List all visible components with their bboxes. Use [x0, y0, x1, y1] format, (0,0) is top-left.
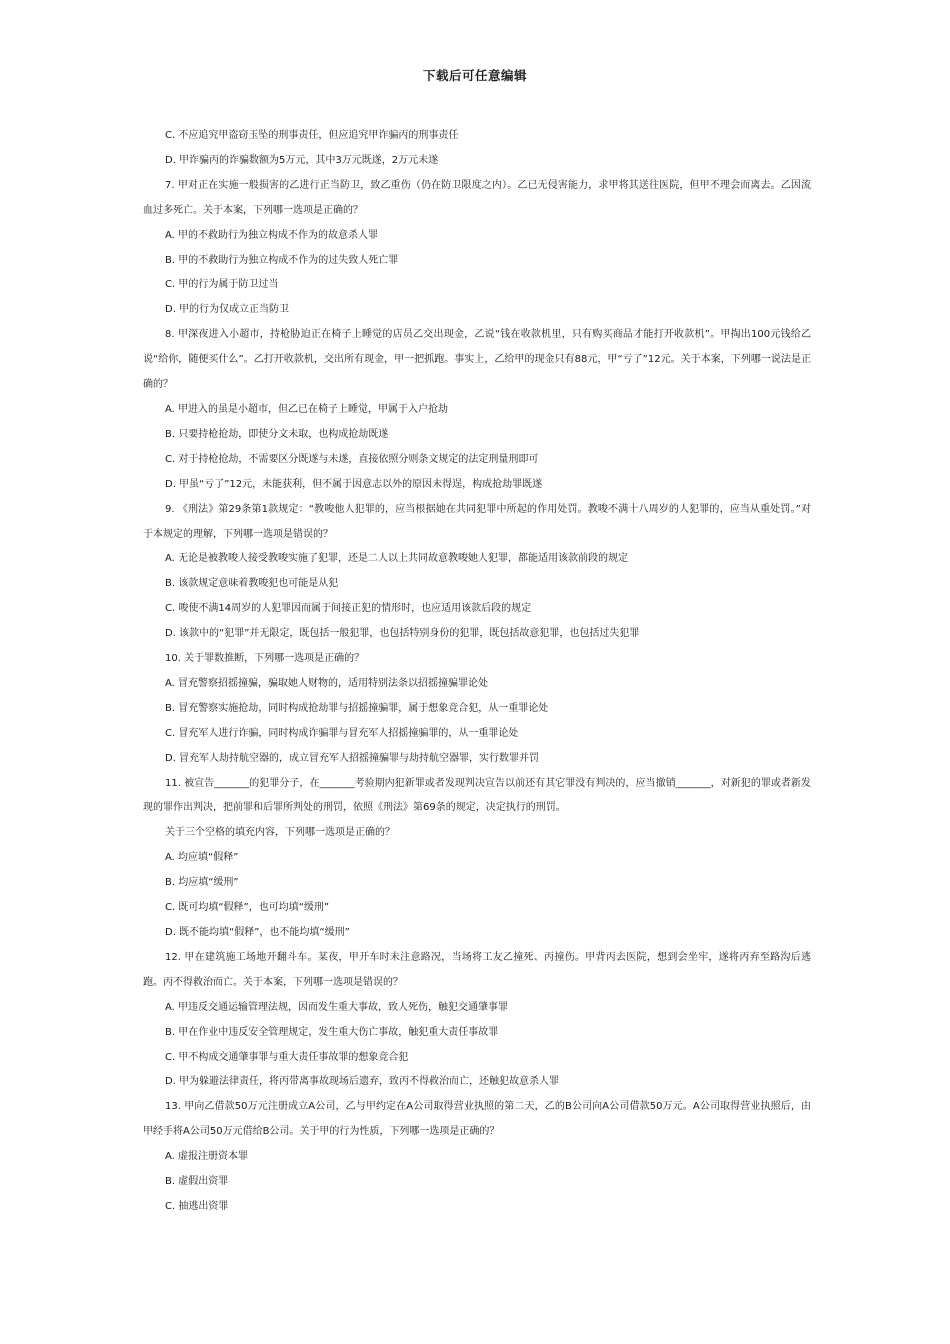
paragraph: 7. 甲对正在实施一般损害的乙进行正当防卫，致乙重伤（仍在防卫限度之内）。乙已无侵害能力，求甲将其送往医院，但甲不理会而离去。乙因流血过多死亡。关于本案，下列哪一选项是正确的？ — [143, 179, 811, 216]
paragraph: C. 甲的行为属于防卫过当 — [165, 279, 279, 291]
paragraph: D. 该款中的“犯罪”并无限定，既包括一般犯罪，也包括特别身份的犯罪，既包括故意犯罪，也包括过失犯罪 — [165, 628, 640, 640]
paragraph: B. 该款规定意味着教唆犯也可能是从犯 — [165, 578, 339, 590]
paragraph: C. 甲不构成交通肇事罪与重大责任事故罪的想象竞合犯 — [165, 1051, 409, 1063]
paragraph: 8. 甲深夜进入小超市，持枪胁迫正在椅子上睡觉的店员乙交出现金，乙说“钱在收款机里，只有购买商品才能打开收款机”。甲掏出100元钱给乙说“给你，随便买什么”。乙打开收款机，交出所有现金，甲一把抓跑。事实上，乙给甲的现金只有88元，甲“亏了”12元。关于本案，下列哪一说法是正确的？ — [143, 329, 811, 391]
paragraph: A. 甲的不救助行为独立构成不作为的故意杀人罪 — [165, 229, 379, 241]
paragraph: B. 均应填“缓刑” — [165, 877, 239, 889]
paragraph: D. 甲的行为仅成立正当防卫 — [165, 304, 290, 316]
paragraph: C. 不应追究甲盗窃玉坠的刑事责任，但应追究甲诈骗丙的刑事责任 — [165, 130, 459, 141]
paragraph: D. 甲为躲避法律责任，将丙带离事故现场后遗弃，致丙不得救治而亡，还触犯故意杀人罪 — [165, 1076, 560, 1088]
document-body — [143, 124, 811, 1220]
paragraph: 10. 关于罪数推断，下列哪一选项是正确的？ — [165, 653, 365, 665]
paragraph: A. 虚报注册资本罪 — [165, 1151, 249, 1163]
page-header: 下载后可任意编辑 — [422, 68, 527, 83]
paragraph: B. 虚假出资罪 — [165, 1176, 229, 1188]
paragraph: C. 冒充军人进行诈骗，同时构成诈骗罪与冒充军人招摇撞骗罪的，从一重罪论处 — [165, 727, 519, 739]
paragraph: B. 甲在作业中违反安全管理规定，发生重大伤亡事故，触犯重大责任事故罪 — [165, 1026, 499, 1038]
paragraph: B. 只要持枪抢劫，即使分文未取，也构成抢劫既遂 — [165, 428, 389, 440]
paragraph: D. 甲虽“亏了”12元，未能获利，但不属于因意志以外的原因未得逞，构成抢劫罪既遂 — [165, 478, 543, 490]
paragraph: A. 甲进入的虽是小超市，但乙已在椅子上睡觉，甲属于入户抢劫 — [165, 403, 449, 415]
paragraph: A. 无论是被教唆人接受教唆实施了犯罪，还是二人以上共同故意教唆她人犯罪，都能适用该款前段的规定 — [165, 553, 629, 565]
paragraph: C. 唆使不满14周岁的人犯罪因而属于间接正犯的情形时，也应适用该款后段的规定 — [165, 603, 532, 615]
paragraph: 9. 《刑法》第29条第1款规定：“教唆他人犯罪的，应当根据她在共同犯罪中所起的作用处罚。教唆不满十八周岁的人犯罪的，应当从重处罚。”对于本规定的理解，下列哪一选项是错误的？ — [143, 503, 811, 540]
paragraph: 13. 甲向乙借款50万元注册成立A公司，乙与甲约定在A公司取得营业执照的第二天，乙的B公司向A公司借款50万元。A公司取得营业执照后，由甲经手将A公司50万元借给B公司。关于甲的行为性质，下列哪一选项是正确的？ — [143, 1101, 811, 1138]
paragraph: C. 对于持枪抢劫，不需要区分既遂与未遂，直接依照分则条文规定的法定刑量刑即可 — [165, 453, 539, 465]
paragraph: D. 冒充军人劫持航空器的，成立冒充军人招摇撞骗罪与劫持航空器罪，实行数罪并罚 — [165, 752, 540, 764]
paragraph: D. 甲诈骗丙的诈骗数额为5万元，其中3万元既遂，2万元未遂 — [165, 154, 439, 166]
paragraph: A. 甲违反交通运输管理法规，因而发生重大事故，致人死伤，触犯交通肇事罪 — [165, 1001, 509, 1013]
paragraph: 关于三个空格的填充内容，下列哪一选项是正确的？ — [165, 827, 395, 839]
paragraph: C. 抽逃出资罪 — [165, 1200, 229, 1212]
paragraph: 11. 被宣告_______的犯罪分子，在_______考验期内犯新罪或者发现判决宣告以前还有其它罪没有判决的，应当撤销_______，对新犯的罪或者新发现的罪作出判决，把前罪和后罪所判处的刑罚，依照《刑法》第69条的规定，决定执行的刑罚。 — [143, 777, 811, 814]
paragraph: B. 冒充警察实施抢劫，同时构成抢劫罪与招摇撞骗罪，属于想象竞合犯，从一重罪论处 — [165, 702, 549, 714]
paragraph: B. 甲的不救助行为独立构成不作为的过失致人死亡罪 — [165, 254, 399, 266]
paragraph: A. 冒充警察招摇撞骗，骗取她人财物的，适用特别法条以招摇撞骗罪论处 — [165, 677, 489, 689]
paragraph: C. 既可均填“假释”，也可均填“缓刑” — [165, 902, 330, 914]
paragraph: 12. 甲在建筑施工场地开翻斗车。某夜，甲开车时未注意路况，当场将工友乙撞死、丙撞伤。甲背丙去医院，想到会坐牢，遂将丙弃至路沟后逃跑。丙不得救治而亡。关于本案，下列哪一选项是错误的？ — [143, 951, 811, 988]
paragraph: A. 均应填“假释” — [165, 852, 239, 864]
paragraph: D. 既不能均填“假释”，也不能均填“缓刑” — [165, 927, 350, 938]
